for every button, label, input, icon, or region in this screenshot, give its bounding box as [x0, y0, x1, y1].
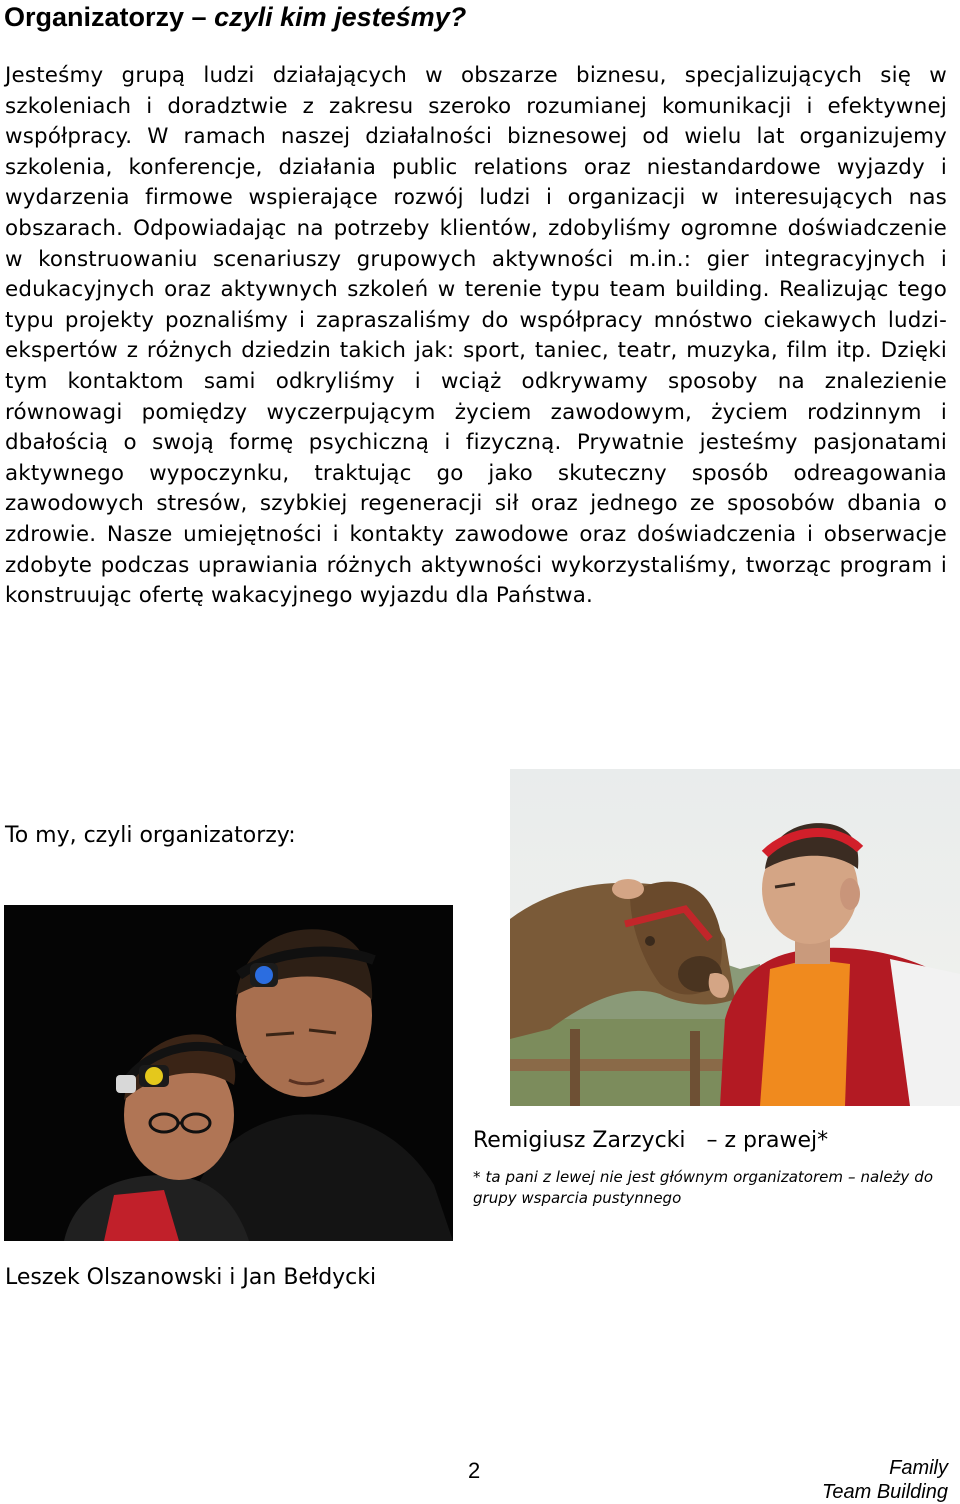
page-heading — [4, 0, 466, 34]
footer-brand-line1: Family — [889, 1457, 948, 1479]
photo-camel — [510, 769, 960, 1106]
right-photo-caption: Remigiusz Zarzycki – z prawej* — [473, 1128, 829, 1153]
footnote: * ta pani z lewej nie jest głównym organizatorem – należy do grupy wsparcia pustynnego — [473, 1168, 933, 1207]
heading-italic: czyli kim jesteśmy? — [214, 2, 467, 32]
footer-brand-line2: Team Building — [821, 1481, 948, 1503]
photo-headlamps — [4, 905, 453, 1241]
footer-brand — [822, 1456, 948, 1504]
organizers-intro-caption: To my, czyli organizatorzy: — [5, 823, 296, 848]
left-photo-caption: Leszek Olszanowski i Jan Bełdycki — [5, 1265, 377, 1290]
heading-main: Organizatorzy – — [4, 2, 215, 32]
page-number: 2 — [468, 1458, 481, 1483]
body-paragraph: Jesteśmy grupą ludzi działających w obszarze biznesu, specjalizujących się w szkoleniach i doradztwie z zakresu szeroko rozumianej komunikacji i efektywnej współpracy. W ramach naszej działalności biznesowej od wielu lat organizujemy szkolenia, konferencje, działania public relations oraz niestandardowe wyjazdy i wydarzenia firmowe wspierające rozwój ludzi i organizacji w interesujących nas obszarach. Odpowiadając na potrzeby klientów, zdobyliśmy ogromne doświadczenie w konstruowaniu scenariuszy grupowych aktywności m.in.: gier integracyjnych i edukacyjnych oraz aktywnych szkoleń w terenie typu team building. Realizując tego typu projekty poznaliśmy i zapraszaliśmy do współpracy mnóstwo ciekawych ludzi-ekspertów z różnych dziedzin takich jak: sport, taniec, teatr, muzyka, film itp. Dzięki tym kontaktom sami odkryliśmy i wciąż odkrywamy sposoby na znalezienie równowagi pomiędzy wyczerpującym życiem zawodowym, życiem rodzinnym i dbałością o swoją formę psychiczną i fizyczną. Prywatnie jesteśmy pasjonatami aktywnego wypoczynku, traktując go jako skuteczny sposób odreagowania zawodowych stresów, szybkiej regeneracji sił oraz jednego ze sposobów dbania o zdrowie. Nasze umiejętności i kontakty zawodowe oraz doświadczenia i obserwacje zdobyte podczas uprawiania różnych aktywności wykorzystaliśmy, tworząc program i konstruując ofertę wakacyjnego wyjazdu dla Państwa. — [5, 63, 947, 609]
